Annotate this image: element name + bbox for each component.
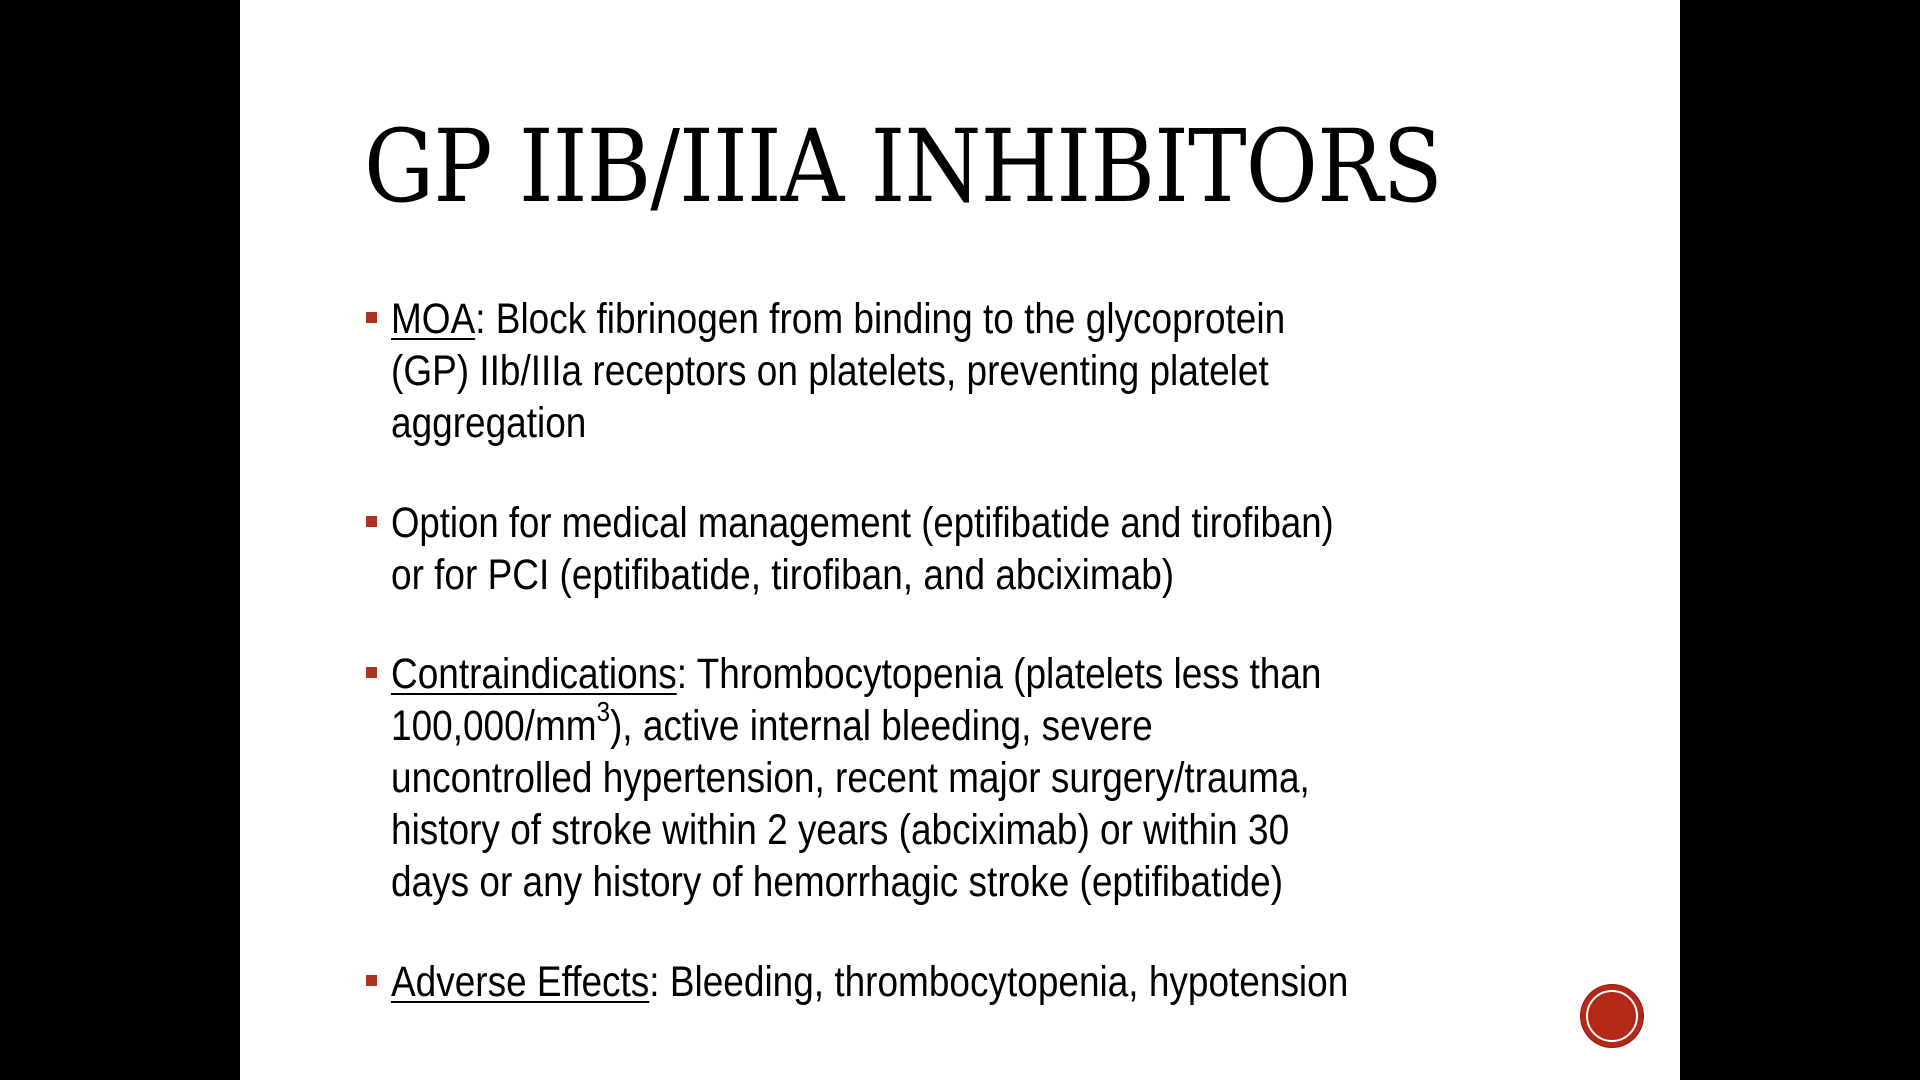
bullet-line: days or any history of hemorrhagic stroke (eptifibatide): [391, 858, 1284, 906]
bullet-line: uncontrolled hypertension, recent major surgery/trauma,: [391, 754, 1310, 802]
bullet-line: (GP) IIb/IIIa receptors on platelets, preventing platelet: [391, 347, 1269, 395]
bullet-term: Contraindications: [391, 650, 677, 698]
slide: [240, 0, 1680, 1080]
bullet-square-icon: [366, 667, 377, 678]
bullet-line: Contraindications: Thrombocytopenia (platelets less than: [391, 650, 1322, 698]
bullet-line: history of stroke within 2 years (abciximab) or within 30: [391, 806, 1290, 854]
red-circle-badge-icon: [1581, 985, 1643, 1047]
bullet-term: MOA: [391, 295, 476, 343]
bullet-line: MOA: Block fibrinogen from binding to the glycoprotein: [391, 295, 1286, 343]
bullet-line: aggregation: [391, 399, 587, 447]
bullet-square-icon: [366, 312, 377, 323]
slide-title: GP IIB/IIIA INHIBITORS: [364, 108, 1442, 225]
bullet-line: or for PCI (eptifibatide, tirofiban, and abciximab): [391, 551, 1175, 599]
bullet-term: Adverse Effects: [391, 958, 650, 1006]
bullet-line: Option for medical management (eptifibatide and tirofiban): [391, 499, 1334, 547]
bullet-line: $100,000/mm^3$), active internal bleeding, severe: [391, 695, 1153, 750]
bullet-line: Adverse Effects: Bleeding, thrombocytopenia, hypotension: [391, 958, 1349, 1006]
bullet-square-icon: [366, 516, 377, 527]
bullet-square-icon: [366, 975, 377, 986]
